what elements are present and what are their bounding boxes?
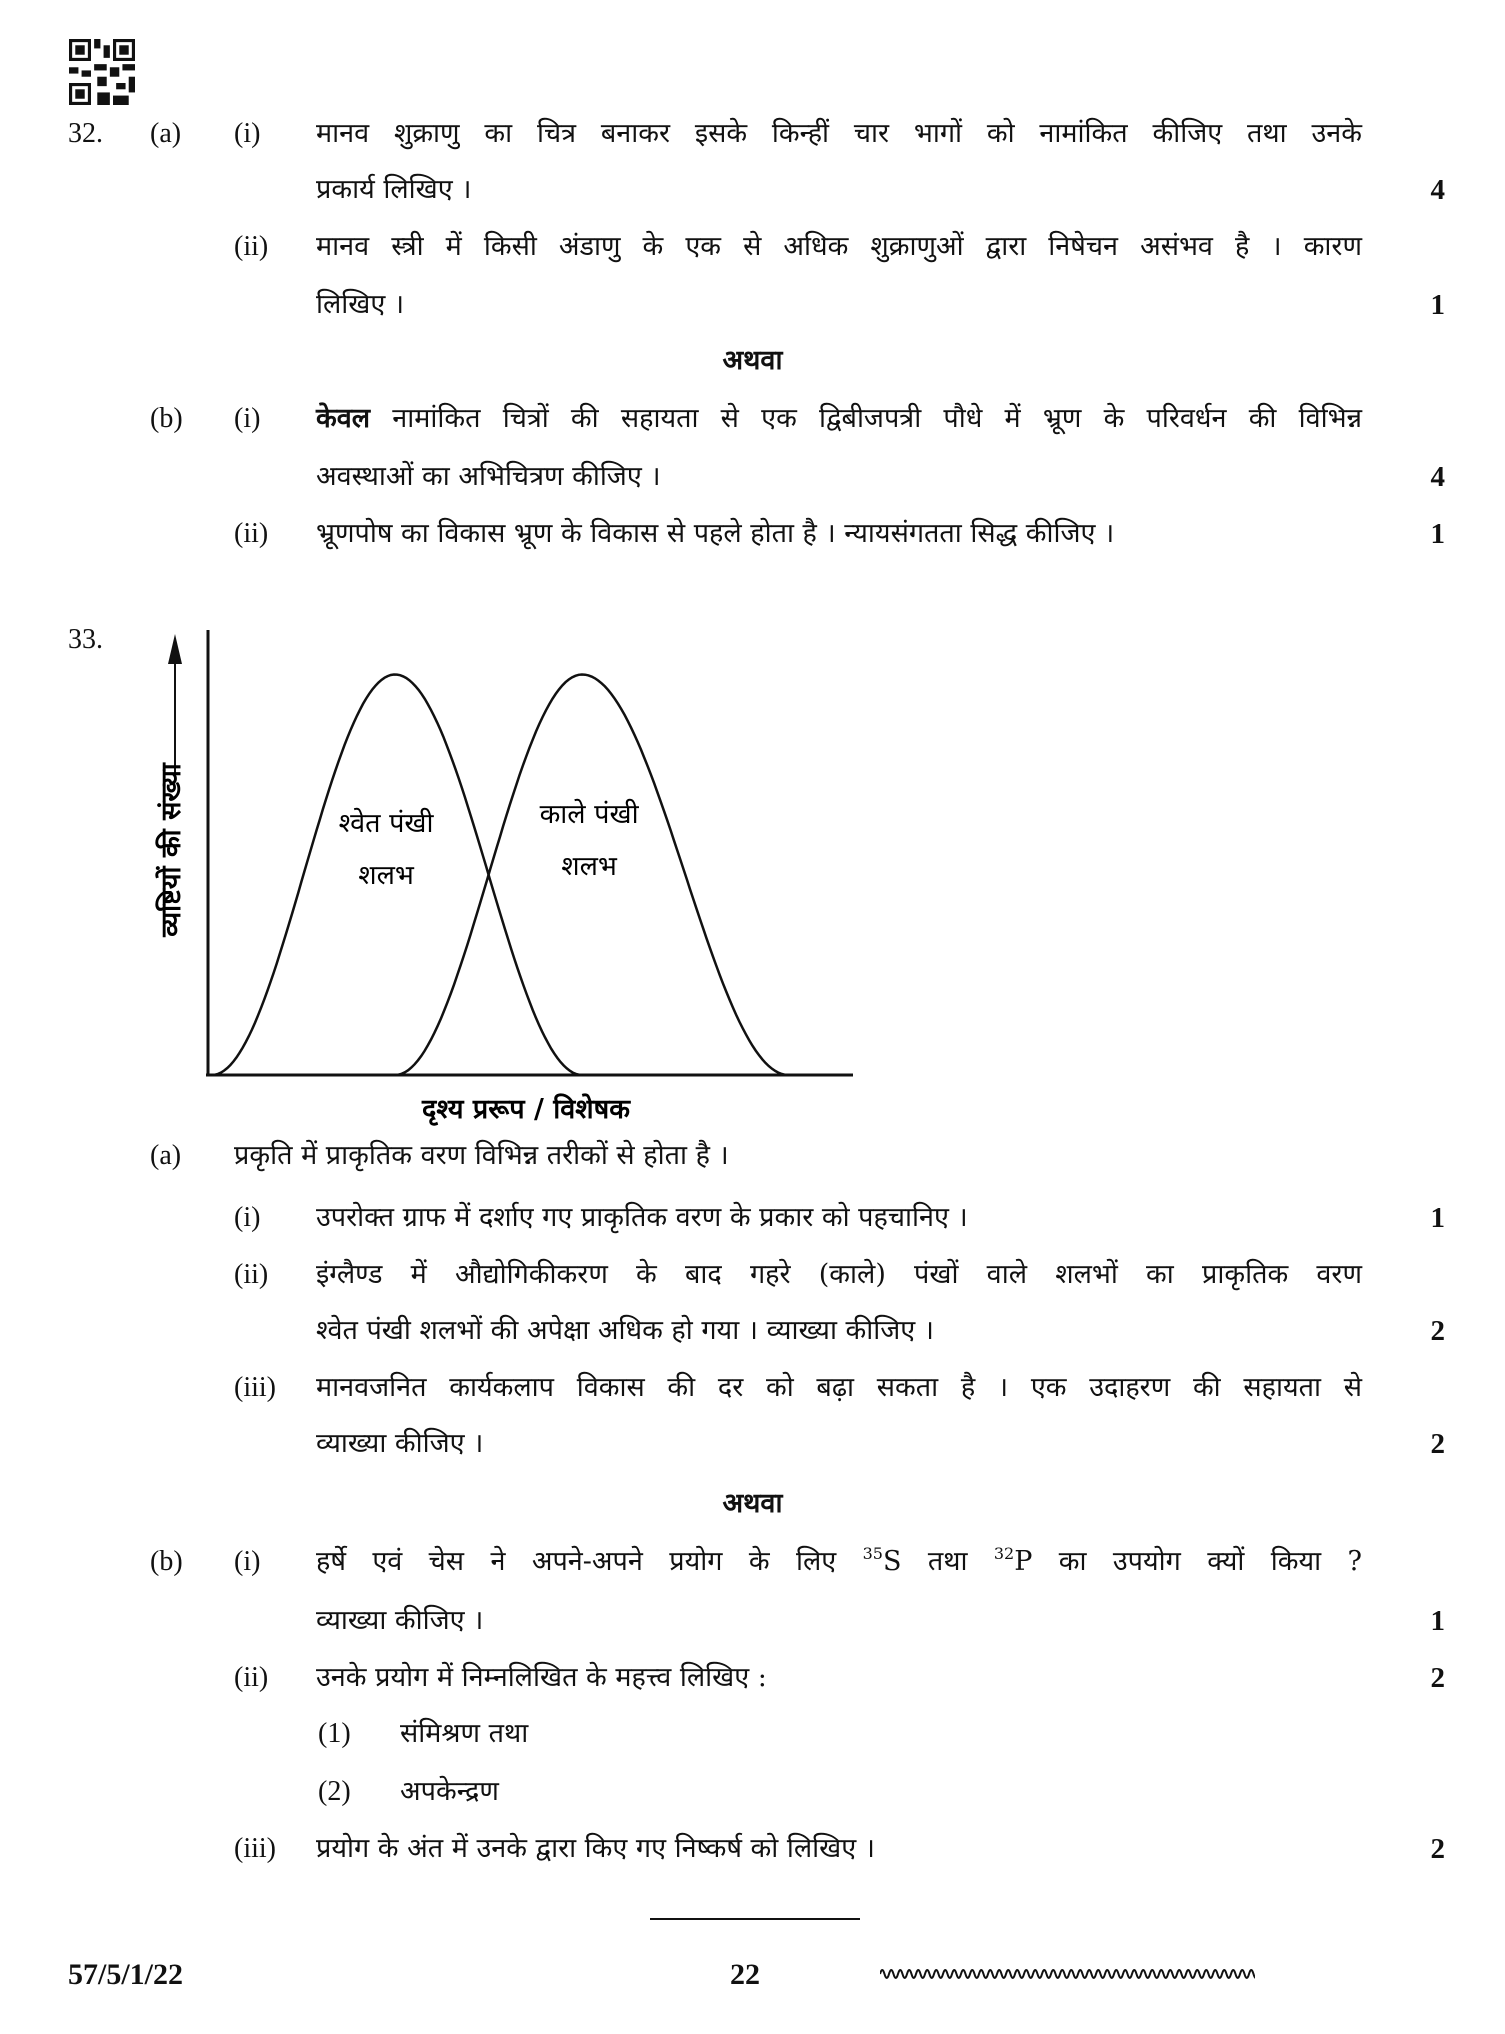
question-line [0, 399, 1505, 439]
marks: 4 [1430, 174, 1445, 206]
question-line [0, 285, 1505, 325]
question-line [0, 514, 1505, 554]
y-axis-label: व्यष्टियों की संख्या [156, 763, 187, 937]
question-text: प्रकृति में प्राकृतिक वरण विभिन्न तरीकों से होता है । [234, 1140, 729, 1171]
or-heading: अथवा [722, 345, 783, 376]
question-text: S तथा [882, 1546, 994, 1577]
question-line [0, 1772, 1505, 1812]
series-label: शलभ [561, 851, 617, 882]
question-line [0, 1311, 1505, 1351]
isotope-mass-number: 32 [993, 1544, 1015, 1563]
subitem-label: (1) [318, 1718, 351, 1749]
question-text: व्याख्या कीजिए । [316, 1428, 484, 1459]
question-line [0, 1601, 1505, 1641]
question-line [0, 1829, 1505, 1869]
part-label: (b) [150, 1546, 183, 1577]
part-label: (a) [150, 1140, 182, 1171]
emphasis-text: केवल [316, 403, 371, 434]
question-line [0, 457, 1505, 497]
natural-selection-graph [0, 600, 900, 1140]
marks: 2 [1430, 1662, 1445, 1694]
item-label: (ii) [234, 231, 269, 262]
series-label: श्वेत पंखी [338, 808, 434, 839]
question-text: व्याख्या कीजिए । [316, 1605, 484, 1636]
wavy-line-decoration [880, 1964, 1255, 1984]
or-heading: अथवा [722, 1488, 783, 1519]
question-line [0, 1542, 1505, 1582]
question-text: हर्षे एवं चेस ने अपने-अपने प्रयोग के लिए [316, 1546, 863, 1577]
marks: 1 [1430, 1202, 1445, 1234]
item-label: (iii) [234, 1833, 276, 1864]
question-text: उनके प्रयोग में निम्नलिखित के महत्त्व लिखिए : [316, 1662, 767, 1693]
question-text: इंग्लैण्ड में औद्योगिकीकरण के बाद गहरे (काले) पंखों वाले शलभों का प्राकृतिक वरण [316, 1259, 1362, 1290]
question-text: भ्रूणपोष का विकास भ्रूण के विकास से पहले होता है । न्यायसंगतता सिद्ध कीजिए । [316, 518, 1115, 549]
question-line [0, 1714, 1505, 1754]
question-text: लिखिए । [316, 289, 405, 320]
subitem-text: संमिश्रण तथा [400, 1718, 529, 1749]
x-axis-label: दृश्य प्ररूप / विशेषक [422, 1094, 630, 1125]
question-text: अवस्थाओं का अभिचित्रण कीजिए । [316, 461, 661, 492]
item-label: (i) [234, 1546, 261, 1577]
question-text: प्रकार्य लिखिए । [316, 174, 472, 205]
end-divider [650, 1918, 860, 1920]
marks: 2 [1430, 1428, 1445, 1460]
item-label: (iii) [234, 1372, 276, 1403]
question-number: 33. [68, 624, 103, 655]
part-label: (a) [150, 118, 182, 149]
question-text: मानव स्त्री में किसी अंडाणु के एक से अधिक शुक्राणुओं द्वारा निषेचन असंभव है । कारण [316, 231, 1362, 262]
question-text: नामांकित चित्रों की सहायता से एक द्विबीजपत्री पौधे में भ्रूण के परिवर्धन की विभिन्न [370, 403, 1362, 434]
part-label: (b) [150, 403, 183, 434]
question-line [0, 170, 1505, 210]
question-text [316, 399, 1362, 439]
marks: 1 [1430, 1605, 1445, 1637]
question-line [0, 114, 1505, 154]
item-label: (ii) [234, 1662, 269, 1693]
marks: 1 [1430, 289, 1445, 321]
page-number: 22 [730, 1958, 760, 1991]
question-line [0, 1368, 1505, 1408]
question-line [0, 1198, 1505, 1238]
question-line [0, 341, 1505, 381]
question-number: 32. [68, 118, 103, 149]
question-line [0, 1658, 1505, 1698]
question-text: प्रयोग के अंत में उनके द्वारा किए गए निष्कर्ष को लिखिए । [316, 1833, 875, 1864]
question-text: मानवजनित कार्यकलाप विकास की दर को बढ़ा सकता है । एक उदाहरण की सहायता से [316, 1372, 1362, 1403]
question-line [0, 1424, 1505, 1464]
item-label: (ii) [234, 518, 269, 549]
question-line [0, 1136, 1505, 1176]
marks: 2 [1430, 1833, 1445, 1865]
series-label: शलभ [358, 860, 414, 891]
question-line [0, 1484, 1505, 1524]
arrow-up-icon [168, 634, 182, 664]
question-line [0, 1255, 1505, 1295]
item-label: (i) [234, 403, 261, 434]
subitem-label: (2) [318, 1776, 351, 1807]
question-text: उपरोक्त ग्राफ में दर्शाए गए प्राकृतिक वरण के प्रकार को पहचानिए । [316, 1202, 968, 1233]
item-label: (i) [234, 118, 261, 149]
paper-code: 57/5/1/22 [68, 1958, 184, 1991]
item-label: (ii) [234, 1259, 269, 1290]
question-text [316, 1542, 1362, 1582]
question-text: P का उपयोग क्यों किया ? [1014, 1546, 1362, 1577]
series-label: काले पंखी [539, 799, 639, 830]
marks: 1 [1430, 518, 1445, 550]
marks: 2 [1430, 1315, 1445, 1347]
question-text: मानव शुक्राणु का चित्र बनाकर इसके किन्हीं चार भागों को नामांकित कीजिए तथा उनके [316, 118, 1362, 149]
isotope-mass-number: 35 [862, 1544, 883, 1563]
subitem-text: अपकेन्द्रण [400, 1776, 499, 1807]
question-line [0, 227, 1505, 267]
marks: 4 [1430, 461, 1445, 493]
qr-code-icon [68, 39, 136, 105]
question-text: श्वेत पंखी शलभों की अपेक्षा अधिक हो गया । व्याख्या कीजिए । [316, 1315, 935, 1346]
item-label: (i) [234, 1202, 261, 1233]
